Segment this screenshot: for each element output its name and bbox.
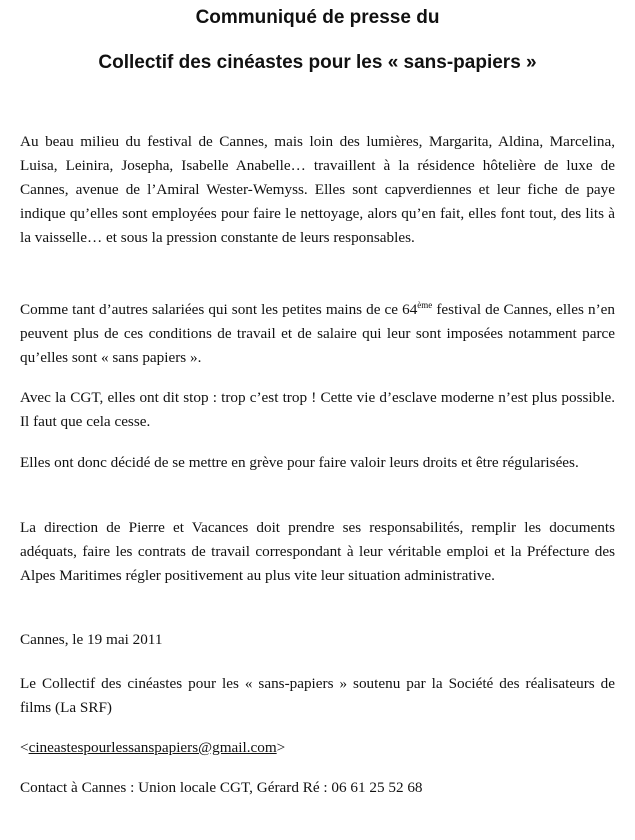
paragraph-cgt: Avec la CGT, elles ont dit stop : trop c’est trop ! Cette vie d’esclave moderne n’est plus possible. Il faut que cela cesse. [20, 389, 615, 430]
paragraph-strike: Elles ont donc décidé de se mettre en grève pour faire valoir leurs droits et être régularisées. [20, 454, 579, 471]
signature: Le Collectif des cinéastes pour les « sans-papiers » soutenu par la Société des réalisateurs de films (La SRF) [20, 675, 615, 716]
paragraph-festival-part1: Comme tant d’autres salariées qui sont les petites mains de ce 64 [20, 301, 418, 318]
email-close-bracket: > [276, 739, 286, 756]
title-line-2: Collectif des cinéastes pour les « sans-papiers » [98, 52, 537, 73]
paragraph-festival [20, 298, 615, 370]
email-line [20, 736, 615, 760]
contact-line: Contact à Cannes : Union locale CGT, Gérard Ré : 06 61 25 52 68 [20, 779, 423, 796]
title-line-1: Communiqué de presse du [195, 7, 440, 28]
paragraph-festival-part2: festival de Cannes, elles n’en peuvent plus de ces conditions de travail et de salaire qui leur sont imposées notamment parce qu’elles sont « sans papiers ». [20, 301, 615, 366]
email-open-bracket: < [20, 739, 29, 756]
ordinal-superscript: ème [417, 300, 433, 310]
paragraph-intro: Au beau milieu du festival de Cannes, mais loin des lumières, Margarita, Aldina, Marcelina, Luisa, Leinira, Josepha, Isabelle Anabelle… travaillent à la résidence hôtelière de luxe de Cannes, avenue de l’Amiral Wester-Wemyss. Elles sont capverdiennes et leur fiche de paye indique qu’elles sont employées pour faire le nettoyage, alors qu’en fait, elles font tout, des lits à la vaisselle… et sous la pression constante de leurs responsables. [20, 133, 615, 246]
date-line: Cannes, le 19 mai 2011 [20, 631, 163, 648]
paragraph-demands: La direction de Pierre et Vacances doit prendre ses responsabilités, remplir les documents adéquats, faire les contrats de travail correspondant à leur véritable emploi et la Préfecture des Alpes Maritimes régler positivement au plus vite leur situation administrative. [20, 519, 615, 584]
email-link[interactable]: cineastespourlessanspapiers@gmail.com [28, 739, 277, 756]
